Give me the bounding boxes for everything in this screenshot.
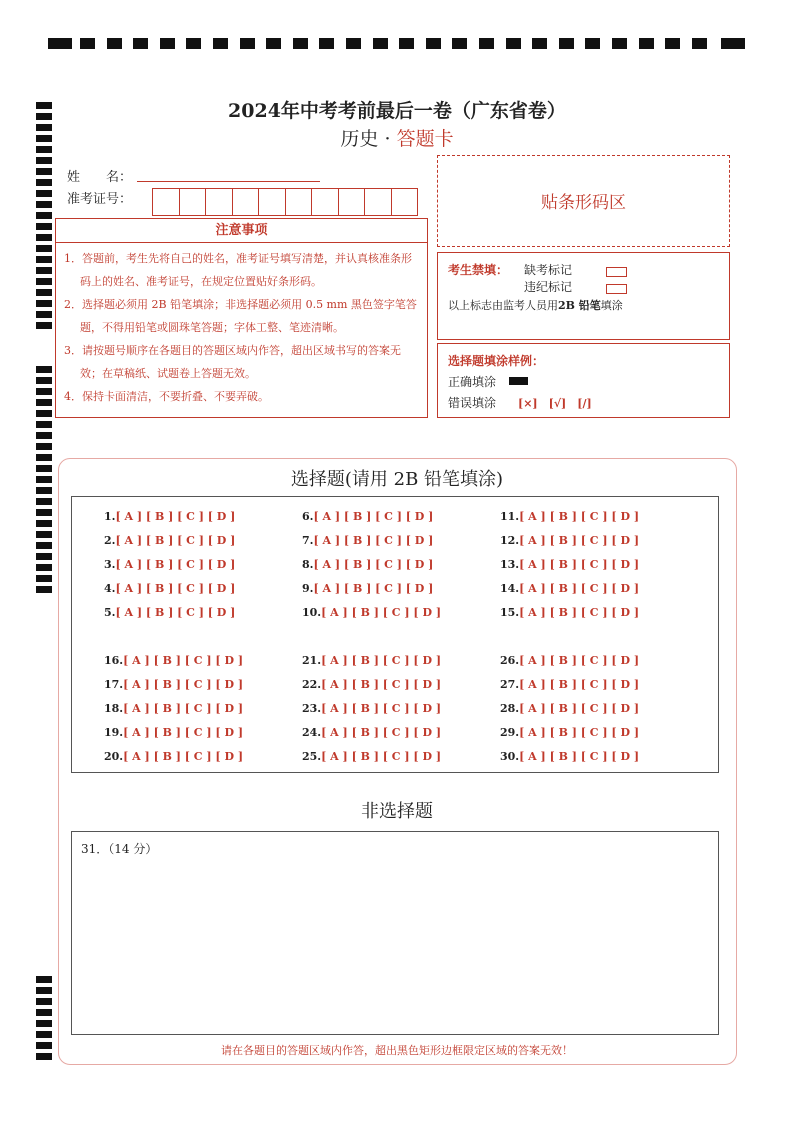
answer-options[interactable]: [ A ] [ B ] [ C ] [ D ] (321, 726, 442, 739)
question-number: 19. (104, 726, 124, 739)
choice-question[interactable] (104, 654, 243, 667)
answer-options[interactable]: [ A ] [ B ] [ C ] [ D ] (519, 750, 640, 763)
choice-question[interactable] (104, 510, 235, 523)
id-digit-box[interactable] (259, 189, 286, 215)
timing-mark (266, 38, 281, 49)
question-number: 30. (500, 750, 520, 763)
timing-mark (36, 1031, 52, 1038)
answer-options[interactable]: [ A ] [ B ] [ C ] [ D ] (321, 750, 442, 763)
answer-options[interactable]: [ A ] [ B ] [ C ] [ D ] (519, 558, 640, 571)
id-digit-box[interactable] (206, 189, 233, 215)
timing-mark (36, 179, 52, 186)
question-number: 25. (302, 750, 322, 763)
answer-options[interactable]: [ A ] [ B ] [ C ] [ D ] (519, 702, 640, 715)
question-number: 4. (104, 582, 116, 595)
id-digit-box[interactable] (153, 189, 180, 215)
timing-mark (80, 38, 95, 49)
answer-options[interactable]: [ A ] [ B ] [ C ] [ D ] (123, 654, 244, 667)
violation-mark-box[interactable] (606, 284, 627, 294)
choice-question[interactable] (104, 750, 243, 763)
timing-mark (36, 256, 52, 263)
id-label: 准考证号： (67, 192, 133, 207)
question-number: 11. (500, 510, 520, 523)
question-number: 22. (302, 678, 322, 691)
choice-question[interactable] (302, 510, 433, 523)
choice-question[interactable] (302, 750, 441, 763)
timing-mark (36, 520, 52, 527)
id-digit-box[interactable] (339, 189, 366, 215)
timing-mark (36, 212, 52, 219)
question-number: 9. (302, 582, 314, 595)
answer-options[interactable]: [ A ] [ B ] [ C ] [ D ] (519, 534, 640, 547)
forbid-note (448, 297, 623, 313)
question-number: 14. (500, 582, 520, 595)
answer-options[interactable]: [ A ] [ B ] [ C ] [ D ] (519, 678, 640, 691)
question-number: 29. (500, 726, 520, 739)
question-number: 12. (500, 534, 520, 547)
choice-question[interactable] (500, 726, 639, 739)
timing-mark (36, 586, 52, 593)
forbid-title: 考生禁填： (448, 263, 509, 277)
absent-mark-box[interactable] (606, 267, 627, 277)
timing-mark (36, 575, 52, 582)
choice-question[interactable] (104, 582, 235, 595)
answer-options[interactable]: [ A ] [ B ] [ C ] [ D ] (123, 702, 244, 715)
timing-mark (293, 38, 308, 49)
timing-mark (36, 410, 52, 417)
choice-question[interactable] (500, 582, 639, 595)
question-number: 7. (302, 534, 314, 547)
timing-mark (213, 38, 228, 49)
answer-options[interactable]: [ A ] [ B ] [ C ] [ D ] (313, 558, 434, 571)
choice-question[interactable] (104, 558, 235, 571)
answer-options[interactable]: [ A ] [ B ] [ C ] [ D ] (519, 606, 640, 619)
notice-item-4: 4．保持卡面清洁，不要折叠、不要弄破。 (64, 390, 269, 403)
timing-mark (36, 245, 52, 252)
open-section-title: 非选择题 (361, 801, 433, 822)
forbid-note-prefix: 以上标志由监考人员用 (448, 299, 558, 312)
timing-mark (36, 542, 52, 549)
timing-mark (36, 267, 52, 274)
answer-options[interactable]: [ A ] [ B ] [ C ] [ D ] (321, 702, 442, 715)
question-number: 3. (104, 558, 116, 571)
id-digit-box[interactable] (286, 189, 313, 215)
choice-question[interactable] (500, 678, 639, 691)
absent-label: 缺考标记 (524, 263, 573, 277)
timing-mark (36, 1020, 52, 1027)
title-dot: · (384, 128, 391, 150)
timing-mark (36, 388, 52, 395)
choice-question[interactable] (104, 678, 243, 691)
timing-mark (692, 38, 707, 49)
timing-mark (36, 201, 52, 208)
question-number: 1. (104, 510, 116, 523)
choice-question[interactable] (104, 726, 243, 739)
id-digit-box[interactable] (312, 189, 339, 215)
answer-options[interactable]: [ A ] [ B ] [ C ] [ D ] (123, 678, 244, 691)
timing-mark (665, 38, 680, 49)
timing-mark (36, 987, 52, 994)
timing-mark (36, 311, 52, 318)
answer-options[interactable]: [ A ] [ B ] [ C ] [ D ] (519, 510, 640, 523)
timing-mark (559, 38, 574, 49)
name-label: 姓 名： (67, 170, 133, 185)
example-title: 选择题填涂样例： (448, 354, 545, 368)
choice-question[interactable] (104, 702, 243, 715)
answer-options[interactable]: [ A ] [ B ] [ C ] [ D ] (313, 510, 434, 523)
violation-label: 违纪标记 (524, 280, 573, 294)
question-number: 24. (302, 726, 322, 739)
question-number: 18. (104, 702, 124, 715)
choice-question[interactable] (302, 678, 441, 691)
timing-mark (36, 998, 52, 1005)
timing-mark (612, 38, 627, 49)
choice-section-title: 选择题(请用 2B 铅笔填涂) (290, 469, 504, 490)
choice-question[interactable] (104, 606, 235, 619)
timing-mark (36, 157, 52, 164)
timing-mark (426, 38, 441, 49)
answer-card-label: 答题卡 (396, 128, 454, 150)
notice-box (55, 218, 428, 418)
answer-options[interactable]: [ A ] [ B ] [ C ] [ D ] (519, 654, 640, 667)
answer-options[interactable]: [ A ] [ B ] [ C ] [ D ] (321, 654, 442, 667)
choice-question[interactable] (500, 654, 639, 667)
question-number: 27. (500, 678, 520, 691)
choice-question[interactable] (104, 534, 235, 547)
question-number: 16. (104, 654, 124, 667)
barcode-label: 贴条形码区 (541, 193, 626, 213)
timing-mark (36, 399, 52, 406)
question-number: 13. (500, 558, 520, 571)
footer-warning: 请在各题目的答题区域内作答，超出黑色矩形边框限定区域的答案无效！ (221, 1044, 573, 1057)
timing-mark (373, 38, 388, 49)
timing-mark (107, 38, 122, 49)
question-31-label: 31．（14 分） (81, 842, 158, 856)
exam-id-boxes[interactable] (152, 188, 418, 216)
id-digit-box[interactable] (233, 189, 260, 215)
answer-options[interactable]: [ A ] [ B ] [ C ] [ D ] (321, 606, 442, 619)
forbid-note-suffix: 填涂 (600, 299, 623, 312)
timing-mark (36, 190, 52, 197)
timing-mark (36, 498, 52, 505)
id-digit-box[interactable] (392, 189, 418, 215)
answer-options[interactable]: [ A ] [ B ] [ C ] [ D ] (115, 510, 236, 523)
question-number: 2. (104, 534, 116, 547)
answer-options[interactable]: [ A ] [ B ] [ C ] [ D ] (115, 606, 236, 619)
timing-mark (721, 38, 745, 49)
timing-mark (240, 38, 255, 49)
timing-mark (639, 38, 654, 49)
choice-question[interactable] (302, 534, 433, 547)
choice-question[interactable] (500, 606, 639, 619)
timing-mark (479, 38, 494, 49)
answer-options[interactable]: [ A ] [ B ] [ C ] [ D ] (519, 582, 640, 595)
timing-mark (399, 38, 414, 49)
timing-mark (36, 234, 52, 241)
timing-mark (36, 564, 52, 571)
timing-mark (36, 168, 52, 175)
timing-mark (36, 443, 52, 450)
answer-options[interactable]: [ A ] [ B ] [ C ] [ D ] (321, 678, 442, 691)
correct-fill-label: 正确填涂 (448, 375, 497, 389)
choice-question[interactable] (500, 750, 639, 763)
id-digit-box[interactable] (365, 189, 392, 215)
question-number: 28. (500, 702, 520, 715)
timing-mark (36, 300, 52, 307)
timing-mark (36, 223, 52, 230)
timing-mark (452, 38, 467, 49)
subject-title (0, 124, 794, 151)
question-number: 10. (302, 606, 322, 619)
notice-item-3: 3．请按题号顺序在各题目的答题区域内作答，超出区域书写的答案无效；在草稿纸、试题卷上答题无效。 (64, 344, 401, 380)
exam-title: 2024年中考考前最后一卷（广东省卷） (228, 100, 566, 122)
choice-question[interactable] (302, 702, 441, 715)
timing-mark (36, 289, 52, 296)
timing-mark (36, 421, 52, 428)
timing-mark (36, 278, 52, 285)
timing-mark (36, 509, 52, 516)
timing-mark (532, 38, 547, 49)
timing-mark (186, 38, 201, 49)
timing-mark (36, 976, 52, 983)
timing-mark (36, 322, 52, 329)
choice-question[interactable] (302, 606, 441, 619)
barcode-area (437, 155, 730, 247)
choice-question[interactable] (500, 534, 639, 547)
top-timing-marks (48, 38, 745, 51)
timing-mark (585, 38, 600, 49)
question-number: 17. (104, 678, 124, 691)
wrong-fill-samples: [×] [√] [/] (518, 397, 592, 410)
id-digit-box[interactable] (180, 189, 207, 215)
answer-options[interactable]: [ A ] [ B ] [ C ] [ D ] (313, 582, 434, 595)
choice-question[interactable] (302, 582, 433, 595)
question-number: 8. (302, 558, 314, 571)
answer-options[interactable]: [ A ] [ B ] [ C ] [ D ] (115, 534, 236, 547)
question-number: 23. (302, 702, 322, 715)
timing-mark (36, 531, 52, 538)
timing-mark (48, 38, 72, 49)
choice-question[interactable] (302, 558, 433, 571)
choice-question[interactable] (302, 726, 441, 739)
timing-mark (133, 38, 148, 49)
timing-mark (36, 454, 52, 461)
timing-mark (36, 553, 52, 560)
question-number: 6. (302, 510, 314, 523)
choice-question[interactable] (302, 654, 441, 667)
notice-title: 注意事项 (56, 219, 427, 243)
timing-mark (319, 38, 334, 49)
timing-mark (36, 1009, 52, 1016)
answer-options[interactable]: [ A ] [ B ] [ C ] [ D ] (115, 558, 236, 571)
notice-item-2: 2．选择题必须用 2B 铅笔填涂；非选择题必须用 0.5 mm 黑色签字笔答题，不得用铅笔或圆珠笔答题；字体工整、笔迹清晰。 (64, 298, 417, 334)
forbid-note-bold: 2B 铅笔 (558, 299, 601, 312)
question-number: 15. (500, 606, 520, 619)
choice-question[interactable] (500, 558, 639, 571)
subject-name: 历史 (340, 128, 379, 150)
proctor-only-box (437, 252, 730, 340)
choice-question[interactable] (500, 510, 639, 523)
question-number: 5. (104, 606, 116, 619)
open-answer-box[interactable] (71, 831, 719, 1035)
answer-options[interactable]: [ A ] [ B ] [ C ] [ D ] (313, 534, 434, 547)
timing-mark (160, 38, 175, 49)
correct-fill-sample (509, 377, 528, 385)
fill-example-box (437, 343, 730, 418)
timing-mark (36, 377, 52, 384)
answer-options[interactable]: [ A ] [ B ] [ C ] [ D ] (115, 582, 236, 595)
answer-options[interactable]: [ A ] [ B ] [ C ] [ D ] (123, 726, 244, 739)
notice-item-1: 1．答题前，考生先将自己的姓名，准考证号填写清楚，并认真核准条形码上的姓名、准考证号，在规定位置贴好条形码。 (64, 252, 412, 288)
name-field[interactable] (137, 181, 320, 182)
wrong-fill-label: 错误填涂 (448, 396, 497, 410)
question-number: 21. (302, 654, 322, 667)
answer-options[interactable]: [ A ] [ B ] [ C ] [ D ] (519, 726, 640, 739)
timing-mark (346, 38, 361, 49)
choice-question[interactable] (500, 702, 639, 715)
timing-mark (36, 432, 52, 439)
answer-options[interactable]: [ A ] [ B ] [ C ] [ D ] (123, 750, 244, 763)
question-number: 26. (500, 654, 520, 667)
question-number: 20. (104, 750, 124, 763)
timing-mark (506, 38, 521, 49)
timing-mark (36, 366, 52, 373)
